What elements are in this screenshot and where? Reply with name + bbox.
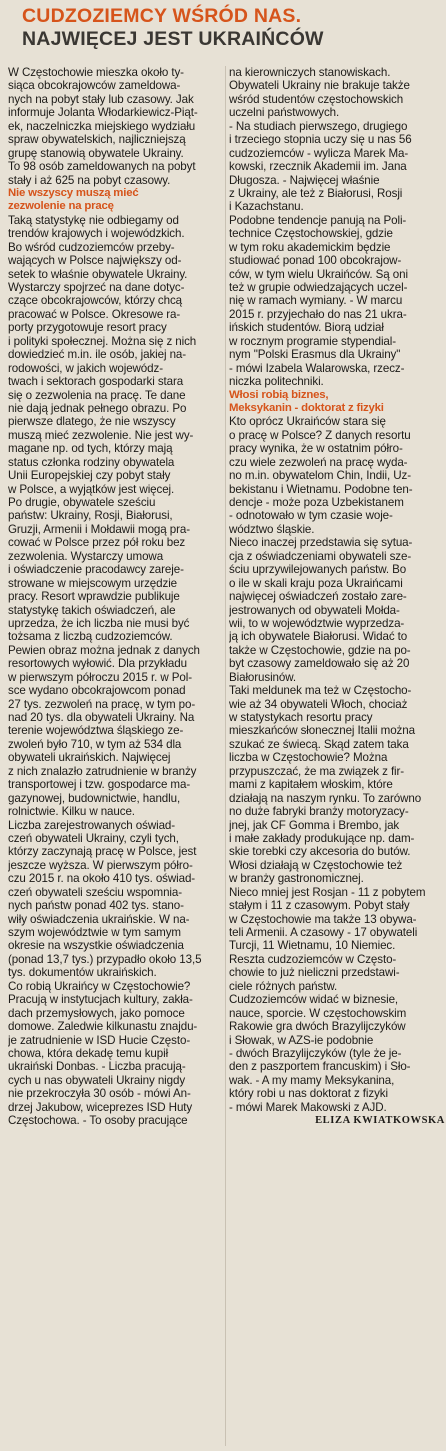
text-line: Pracują w instytucjach kultury, zakła-	[8, 993, 193, 1007]
text-line: trendów krajowych i wojewódzkich.	[8, 227, 185, 241]
text-line: uczelni państwowych.	[229, 106, 340, 120]
article-column-right	[229, 66, 445, 1128]
text-line: wii, to w województwie wyprzedza-	[229, 616, 405, 630]
text-line: okresie na wszystkie oświadczenia	[8, 939, 184, 953]
text-line: - Na studiach pierwszego, drugiego	[229, 119, 408, 133]
text-line: Włosi działają w Częstochowie też	[229, 858, 403, 872]
text-line: Wystarczy spojrzeć na dane dotyc-	[8, 281, 185, 294]
text-line: rodowości, w jakich wojewódz-	[8, 361, 163, 375]
text-line: cować w Polsce przez pół roku bez	[8, 536, 186, 550]
text-line: i trzeciego stopnia uczy się u nas 56	[229, 133, 412, 147]
text-line: grupę stanowią obywatele Ukrainy.	[8, 146, 184, 160]
text-line: informuje Jolanta Włodarkiewicz-Piąt-	[8, 106, 198, 120]
text-line: status członka rodziny obywatela	[8, 455, 175, 469]
text-line: czeń obywateli Ukrainy, czyli tych,	[8, 831, 179, 845]
text-line: ców, w tym wielu Ukraińców. Są oni	[229, 267, 408, 281]
text-line: nie dają jednak pełnego obrazu. Po	[8, 401, 187, 415]
text-line: twach i sektorach gospodarki stara	[8, 375, 184, 389]
text-line: Unii Europejskiej czy pobyt stały	[8, 469, 171, 483]
text-line: szukać ze świecą. Skąd zatem taka	[229, 737, 409, 751]
article-column-left	[8, 66, 224, 1128]
text-line: przypuszczać, że ma związek z fir-	[229, 764, 405, 778]
text-line: Częstochowa. - To osoby pracujące	[8, 1114, 188, 1128]
text-line: z Ukrainy, ale też z Białorusi, Rosji	[229, 186, 403, 200]
text-line: magane np. od tych, którzy mają	[8, 442, 173, 456]
text-line: i małe zakłady produkujące np. dam-	[229, 831, 415, 845]
text-line: gazynowej, budownictwie, handlu,	[8, 791, 181, 805]
text-line: o ile w skali kraju poza Ukraińcami	[229, 576, 403, 590]
text-line: w Polsce, a wyjątków jest więcej.	[8, 482, 175, 496]
text-line: mami z kapitałem włoskim, które	[229, 778, 393, 792]
text-line: 2015 r. przyjechało do nas 21 ukra-	[229, 307, 407, 321]
column-divider	[225, 66, 226, 1446]
text-line: w pierwszym półroczu 2015 r. w Pol-	[8, 670, 192, 684]
text-line: tożsama z liczbą cudzoziemców.	[8, 630, 173, 644]
text-line: den z paszportem francuskim) i Sło-	[229, 1060, 411, 1074]
text-line: na kierowniczych stanowiskach.	[229, 66, 391, 79]
text-line: Kto oprócz Ukraińców stara się	[229, 415, 386, 429]
author-byline: ELIZA KWIATKOWSKA	[315, 1115, 445, 1127]
text-line: działają na naszym rynku. To zarówno	[229, 791, 422, 805]
text-line: i Kazachstanu.	[229, 200, 304, 214]
article-headline: NAJWIĘCEJ JEST UKRAIŃCÓW	[22, 28, 324, 50]
text-line: wśród studentów częstochowskich	[229, 92, 404, 106]
text-line: Podobne tendencje panują na Poli-	[229, 213, 407, 227]
text-line: technice Częstochowskiej, gdzie	[229, 227, 393, 241]
text-line: Liczba zarejestrowanych oświad-	[8, 818, 176, 832]
text-line: (ponad 13,7 tys.) przypadło około 13,5	[8, 952, 202, 966]
text-line: dencje - może poza Uzbekistanem	[229, 496, 404, 509]
text-line: wiły oświadczenia ukraińskie. W na-	[8, 912, 190, 926]
text-line: i oświadczenie pracodawcy zareje-	[8, 563, 184, 577]
text-line: w tym roku akademickim będzie	[229, 240, 391, 254]
text-line: - odnotowało w tym czasie woje-	[229, 509, 393, 523]
text-line: siąca obcokrajowców zameldowa-	[8, 79, 181, 93]
text-line: szym województwie w tym samym	[8, 926, 181, 939]
text-line: - mówi Marek Makowski z AJD.	[229, 1100, 387, 1114]
text-line: nauce, sporcie. W częstochowskim	[229, 1006, 407, 1020]
text-line: czu 2015 r. na około 410 tys. oświad-	[8, 872, 196, 886]
text-line: byt czasowy zameldowało się aż 20	[229, 657, 410, 671]
section-heading-line: Nie wszyscy muszą mieć	[8, 186, 139, 199]
text-line: kowski, rzecznik Akademii im. Jana	[229, 160, 407, 174]
article-kicker: CUDZOZIEMCY WŚRÓD NAS.	[22, 5, 302, 27]
text-line: z nich znalazło zatrudnienie w branży	[8, 764, 197, 778]
text-line: w statystykach resortu pracy	[229, 711, 373, 724]
text-line: muszą mieć zezwolenie. Nie jest wy-	[8, 428, 194, 442]
text-line: nie przekroczyła 30 osób - mówi An-	[8, 1087, 191, 1101]
text-line: Taki meldunek ma też w Częstocho-	[229, 684, 412, 698]
text-line: wie aż 34 obywateli Włoch, chociaż	[229, 697, 408, 711]
text-line: Gruzji, Armenii i Mołdawii mogą pra-	[8, 522, 190, 536]
text-line: Turcji, 11 Wietnamu, 10 Niemiec.	[229, 939, 396, 953]
text-line: mieszkańców słonecznej Italii można	[229, 724, 415, 738]
text-line: w Częstochowie ma także 13 obywa-	[229, 912, 417, 926]
text-line: cudzoziemców - wylicza Marek Ma-	[229, 146, 409, 160]
text-line: porty przygotowuje resort pracy	[8, 321, 167, 335]
text-line: ińskich studentów. Biorą udział	[229, 321, 384, 335]
text-line: pracy. Resort wprawdzie publikuje	[8, 590, 180, 604]
text-line: transportowej i tzw. gospodarce ma-	[8, 778, 191, 792]
text-line: zwoleń było 710, w tym aż 534 dla	[8, 737, 182, 751]
text-line: się o zezwolenia na pracę. Te dane	[8, 388, 186, 402]
text-line: pracy wynika, że w ostatnim półro-	[229, 442, 403, 456]
text-line: 27 tys. zezwoleń na pracę, w tym po-	[8, 697, 196, 711]
text-line: resortowych wyłowić. Dla przykładu	[8, 657, 187, 671]
text-line: Taką statystykę nie odbiegamy od	[8, 213, 179, 227]
text-line: jnej, jak CF Gomma i Brembo, jak	[229, 818, 400, 832]
section-heading-line: zezwolenie na pracę	[8, 200, 114, 213]
text-line: nad 20 tys. dla obywateli Ukrainy. Na	[8, 711, 195, 724]
text-line: wództwo śląskie.	[229, 522, 315, 536]
text-line: Długosza. - Najwięcej właśnie	[229, 173, 380, 187]
text-line: czeń obywateli sześciu wspomnia-	[8, 885, 183, 899]
text-line: czące obcokrajowców, którzy chcą	[8, 294, 183, 308]
text-line: je zatrudnienie w ISD Hucie Często-	[8, 1033, 191, 1047]
text-line: no m.in. obywatelom Chin, Indii, Uz-	[229, 469, 411, 483]
text-line: państw: Ukrainy, Rosji, Białorusi,	[8, 509, 173, 523]
text-line: obywateli ukraińskich. Najwięcej	[8, 751, 171, 765]
text-line: zezwolenia. Wystarczy umowa	[8, 549, 164, 563]
text-line: spraw obywatelskich, najliczniejszą	[8, 133, 186, 147]
text-line: studiować ponad 100 obcokrajow-	[229, 254, 402, 268]
text-line: dowiedzieć m.in. ile osób, jakiej na-	[8, 348, 187, 362]
text-line: rolnictwie. Kilku w nauce.	[8, 805, 135, 819]
text-line: nym "Polski Erasmus dla Ukrainy"	[229, 348, 401, 362]
text-line: chowa, która dekadę temu kupił	[8, 1046, 169, 1060]
text-line: nych państw ponad 402 tys. stano-	[8, 899, 184, 913]
text-line: jeszcze wyższa. W pierwszym półro-	[8, 858, 193, 872]
text-line: chowie to już nieliczni przedstawi-	[229, 966, 400, 980]
text-line: też w grupie odwiedzających uczel-	[229, 281, 408, 294]
text-line: o pracę w Polsce? Z danych resortu	[229, 428, 411, 442]
text-line: tys. dokumentów ukraińskich.	[8, 966, 157, 980]
text-line: który robi u nas doktorat z fizyki	[229, 1087, 388, 1101]
text-line: ek, naczelniczka miejskiego wydziału	[8, 119, 196, 133]
text-line: - mówi Izabela Walarowska, rzecz-	[229, 361, 405, 375]
text-line: Obywateli Ukrainy nie brakuje także	[229, 79, 410, 93]
text-line: cja z oświadczeniami obywateli sze-	[229, 549, 412, 563]
text-line: teli Armenii. A czasowy - 17 obywateli	[229, 926, 418, 939]
text-line: Bo wśród cudzoziemców przeby-	[8, 240, 175, 254]
text-line: wak. - A my mamy Meksykanina,	[229, 1073, 395, 1087]
text-line: Reszta cudzoziemców w Często-	[229, 952, 397, 966]
text-line: Rakowie gra dwóch Brazylijczyków	[229, 1020, 406, 1034]
text-line: strowane w miejscowym urzędzie	[8, 576, 178, 590]
text-line: pracować w Polsce. Okresowe ra-	[8, 307, 181, 321]
text-line: Cudzoziemców widać w biznesie,	[229, 993, 399, 1007]
text-line: którzy zaczynają pracę w Polsce, jest	[8, 845, 197, 859]
text-line: Nieco mniej jest Rosjan - 11 z pobytem	[229, 885, 426, 899]
text-line: domowe. Zaledwie kilkunastu znajdu-	[8, 1020, 198, 1034]
text-line: ukraiński Donbas. - Liczba pracują-	[8, 1060, 186, 1074]
text-line: skie torebki czy akcesoria do butów.	[229, 845, 411, 859]
text-line: Po drugie, obywatele sześciu	[8, 496, 156, 509]
section-heading-line: Włosi robią biznes,	[229, 388, 329, 401]
text-line: jestrowanych od obywateli Mołda-	[229, 603, 400, 617]
text-line: i Słowak, w AZS-ie podobnie	[229, 1033, 374, 1047]
text-line: terenie województwa śląskiego ze-	[8, 724, 184, 738]
text-line: cych u nas obywateli Ukrainy nigdy	[8, 1073, 186, 1087]
text-line: czu wiele zezwoleń na pracę wyda-	[229, 455, 408, 469]
text-line: ściu uprzywilejowanych państw. Bo	[229, 563, 407, 577]
text-line: liczba w Częstochowie? Można	[229, 751, 388, 765]
text-line: statystykę takich oświadczeń, ale	[8, 603, 176, 617]
text-line: ciele różnych państw.	[229, 979, 338, 993]
text-line: także w Częstochowie, gdzie na po-	[229, 643, 411, 657]
text-line: i polityki społecznej. Można się z nich	[8, 334, 197, 348]
text-line: w rocznym programie stypendial-	[229, 334, 397, 348]
text-line: no duże fabryki branży motoryzacy-	[229, 805, 409, 819]
text-line: dach przemysłowych, jako pomoce	[8, 1006, 185, 1020]
text-line: stały i aż 625 na pobyt czasowy.	[8, 173, 171, 187]
text-line: najwięcej oświadczeń zostało zare-	[229, 590, 407, 604]
text-line: sce wydano obcokrajowcom ponad	[8, 684, 186, 698]
text-line: nię w ramach wymiany. - W marcu	[229, 294, 403, 308]
text-line: W Częstochowie mieszka około ty-	[8, 66, 184, 79]
section-heading-line: Meksykanin - doktorat z fizyki	[229, 401, 384, 414]
text-line: Pewien obraz można jednak z danych	[8, 643, 200, 657]
text-line: Białorusinów.	[229, 670, 297, 684]
text-line: pierwsze dlatego, że nie wszyscy	[8, 415, 176, 429]
text-line: - dwóch Brazylijczyków (tyle że je-	[229, 1046, 402, 1060]
text-line: Nieco inaczej przedstawia się sytua-	[229, 536, 413, 550]
text-line: wających w Polsce największy od-	[8, 254, 182, 268]
text-line: ją ich obywatele Białorusi. Widać to	[229, 630, 408, 644]
text-line: setek to właśnie obywatele Ukrainy.	[8, 267, 188, 281]
text-line: bekistanu i Wietnamu. Podobne ten-	[229, 482, 413, 496]
text-line: niczka politechniki.	[229, 375, 324, 389]
text-line: To 98 osób zameldowanych na pobyt	[8, 160, 196, 174]
text-line: stałym i 11 z czasowym. Pobyt stały	[229, 899, 410, 913]
text-line: Co robią Ukraińcy w Częstochowie?	[8, 979, 191, 993]
text-line: uprzedza, że ich liczba nie musi być	[8, 616, 190, 630]
text-line: nych na pobyt stały lub czasowy. Jak	[8, 92, 194, 106]
text-line: drzej Jakubow, wiceprezes ISD Huty	[8, 1100, 193, 1114]
text-line: w branży gastronomicznej.	[229, 872, 364, 886]
